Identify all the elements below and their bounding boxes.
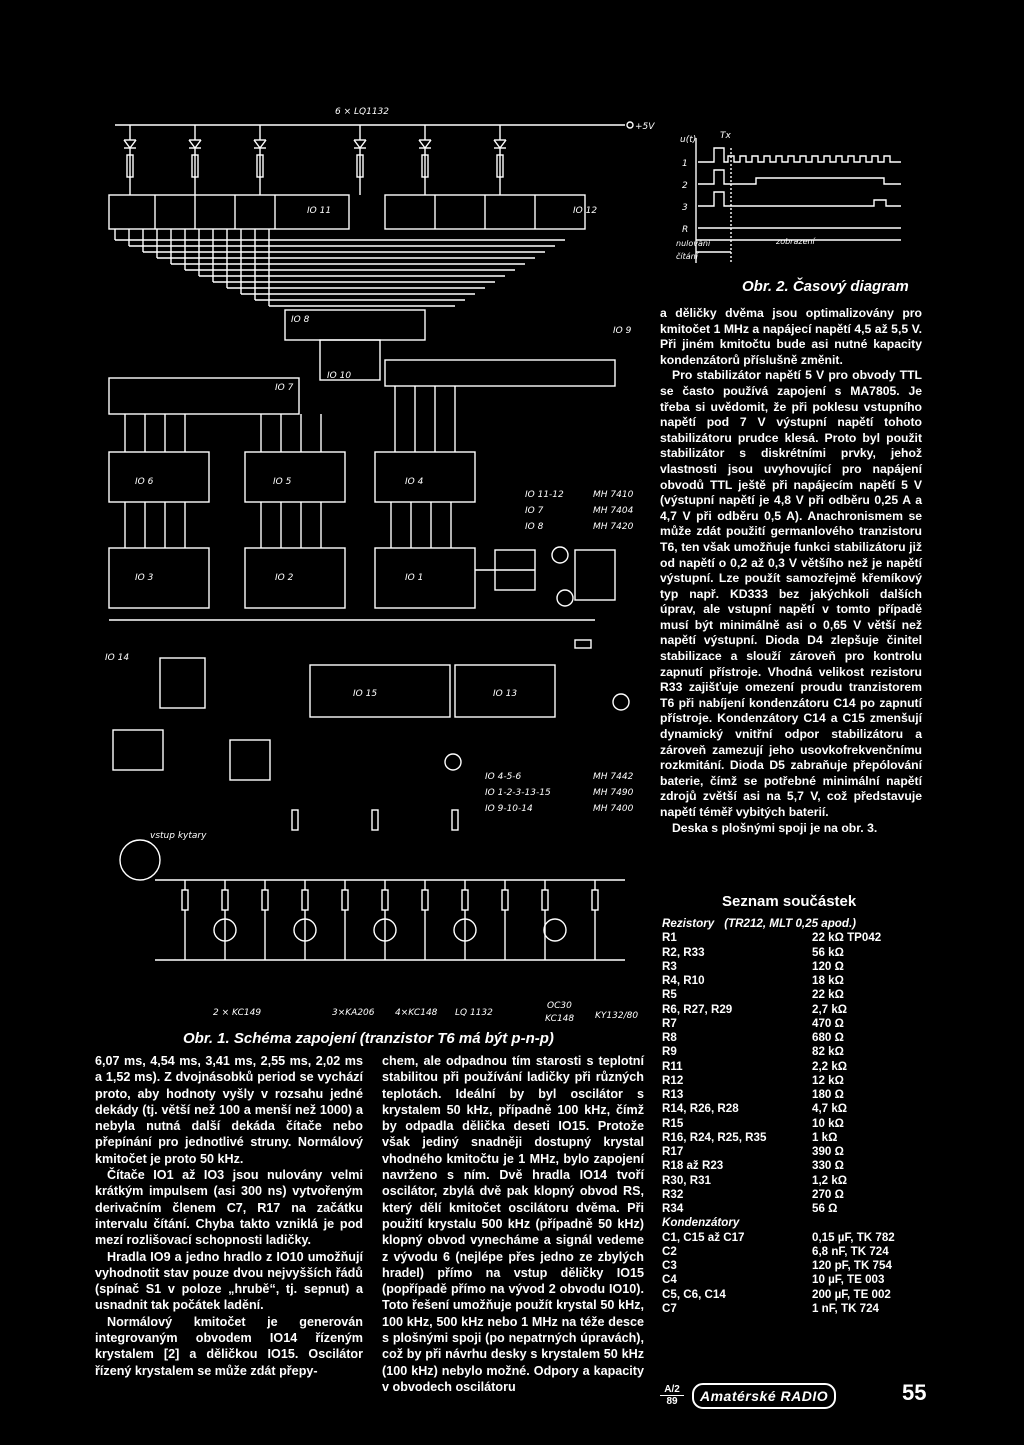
chip-label-io4: IO 4 [405,477,424,487]
chip-label-io10: IO 10 [327,371,352,381]
part-value: 200 µF, TE 002 [812,1287,891,1301]
chip-label-io14: IO 14 [105,653,130,663]
part-value: 10 µF, TE 003 [812,1273,885,1287]
part-value: 12 kΩ [812,1073,844,1087]
parts-row [662,1045,924,1059]
part-designator: R9 [662,1045,677,1059]
wire [189,140,195,148]
svg-text:IO 8: IO 8 [525,522,544,532]
paragraph: Čítače IO1 až IO3 jsou nulovány velmi krátkým impulsem (asi 300 ns) vytvořeným derivačním členem C7, R17 na začátku intervalu čítání. Chyba takto vzniklá je pod mezí rozlišovací schopnosti ladičky. [95,1168,363,1248]
chip-label-io8: IO 8 [291,315,310,325]
svg-text:Tx: Tx [720,131,731,141]
parts-row [662,1202,924,1216]
svg-text:MH 7400: MH 7400 [593,804,634,814]
part-designator: C5, C6, C14 [662,1287,726,1301]
parts-row [662,1159,924,1173]
component [182,890,188,910]
parts-row [662,1003,924,1017]
paragraph: a děličky dvěma jsou optimalizovány pro kmitočet 1 MHz a napájecí napětí 4,5 až 5,5 V. Při jiném kmitočtu bude asi nutné kapacity kondenzátorů příslušně změnit. [660,306,922,367]
parts-row [662,1131,924,1145]
part-designator: Kondenzátory [662,1216,740,1230]
part-value: 0,15 µF, TK 782 [812,1230,895,1244]
parts-row [662,1288,924,1302]
paragraph: Normálový kmitočet je generován integrovaným obvodem IO14 řízeným krystalem [2] a děličkou IO15. Oscilátor řízený krystalem se může zdát přepy- [95,1314,363,1378]
svg-text:LQ 1132: LQ 1132 [455,1008,493,1018]
parts-row [662,1074,924,1088]
svg-text:3×KA206: 3×KA206 [332,1008,375,1018]
chip-label-io13: IO 13 [493,689,518,699]
svg-text:1: 1 [682,159,688,169]
part-designator: R3 [662,959,677,973]
svg-text:zobrazení: zobrazení [776,237,815,246]
svg-text:IO 9-10-14: IO 9-10-14 [485,804,533,814]
text-column-1 [95,1053,363,1379]
parts-row [662,1117,924,1131]
parts-row [662,1245,924,1259]
svg-text:IO 4-5-6: IO 4-5-6 [485,772,522,782]
svg-text:KY132/80: KY132/80 [595,1011,639,1021]
part-designator: R4, R10 [662,974,705,987]
component [372,810,378,830]
part-value: 1,2 kΩ [812,1173,848,1187]
component [262,890,268,910]
part-value: 180 Ω [812,1088,844,1101]
part-designator: C2 [662,1244,677,1258]
part-value: 2,7 kΩ [812,1002,848,1016]
part-value: 22 kΩ [812,988,844,1002]
chip-type-legend [485,490,634,814]
part-designator: R15 [662,1116,684,1130]
chip-label-io1: IO 1 [405,573,424,583]
svg-text:IO 11-12: IO 11-12 [525,490,564,500]
wire [494,140,500,148]
part-value: 120 pF, TK 754 [812,1259,892,1272]
parts-row [662,1174,924,1188]
parts-row [662,1145,924,1159]
parts-section-header [662,1216,924,1230]
part-value: 2,2 kΩ [812,1059,848,1073]
parts-row [662,974,924,988]
magazine-logo: Amatérské RADIO [692,1383,836,1409]
part-designator: R6, R27, R29 [662,1002,733,1016]
part-value: 1 nF, TK 724 [812,1301,880,1315]
paragraph: 6,07 ms, 4,54 ms, 3,41 ms, 2,55 ms, 2,02 ms a 1,52 ms). Z dvojnásobků period se vychází proto, aby hodnoty vyšly v rozsahu jedné dekády (tj. větší než 100 a menší než 1000) a nebyla nutná další dekáda čítače nebo přepínání pro jednotlivé struny. Normálový kmitočet je proto 50 kHz. [95,1054,363,1166]
part-value: 330 Ω [812,1159,844,1173]
parts-row [662,1273,924,1287]
part-designator: R16, R24, R25, R35 [662,1130,767,1144]
part-designator: R34 [662,1202,684,1215]
svg-text:R: R [682,225,689,235]
supply-label: +5V [635,122,655,132]
parts-row [662,1302,924,1316]
part-value: 18 kΩ [812,974,844,987]
paragraph: Deska s plošnými spoji je na obr. 3. [672,820,878,835]
svg-text:KC148: KC148 [545,1014,575,1024]
paragraph: Pro stabilizátor napětí 5 V pro obvody TTL se často používá zapojení s MA7805. Je třeba si uvědomit, že při poklesu vstupního napětí pod 7 V výstupní napětí tohoto stabilizátoru prudce klesá. Proto byl použit stabilizátor s diskrétními prvky, jehož vlastnosti jsou uvyhovující pro napájení obvodů TTL ještě při napájecím napětí 5 V (výstupní napětí je 4,8 V při odběru 0,25 A a 4,7 V při odběru 0,5 A). Anachronismem se může zdát použití germanlového tranzistoru T6, ten však umožňuje funkci stabilizátoru již od napětí o 0,2 až 0,3 V většího než je napětí výstupní. Lze použít samozřejmě křemíkový typ např. KD333 bez jakýchkoli dalších úprav, ale vstupní napětí v tomto případě musí být minimálně asi o 0,65 V větší než napětí výstupní. Dioda D4 zlepšuje činitel stabilizace a slouží zároveň pro kontrolu zapnutí přístroje. Vhodná velikost rezistoru R33 zajišťuje omezení proudu tranzistorem T6 při nabíjení kondenzátoru C14 po zapnutí přístroje. Kondenzátory C14 a C15 zmenšují dynamický vnitřní odpor stabilizátoru a zároveň zamezují jeho usovkofrekvenčnímu rozkmitání. Dioda D5 zabraňuje přepólování baterie, čímž se potřebné minimální napětí zdrojů zvětší asi na 5,7 V, což představuje napětí téměř vybitých baterií. [660,368,922,819]
component [382,890,388,910]
svg-text:nulování: nulování [676,239,711,248]
component [452,810,458,830]
part-designator: R8 [662,1031,677,1044]
svg-text:2: 2 [682,181,688,191]
parts-row [662,1031,924,1045]
part-designator: C7 [662,1301,677,1315]
component [222,890,228,910]
circuit-schematic [95,100,655,1025]
svg-text:MH 7420: MH 7420 [593,522,634,532]
part-designator: R12 [662,1073,684,1087]
component [542,890,548,910]
text-column-2 [382,1053,644,1395]
component [575,550,615,600]
svg-text:MH 7404: MH 7404 [593,506,634,516]
chip-label-io5: IO 5 [273,477,292,487]
part-designator: R2, R33 [662,945,705,959]
part-designator: C3 [662,1259,677,1272]
part-value: 4,7 kΩ [812,1102,848,1116]
svg-text:čítání: čítání [676,252,698,261]
wire [360,140,366,148]
chip-label-io15: IO 15 [353,689,378,699]
wire [130,140,136,148]
part-value: 470 Ω [812,1016,844,1030]
chip-label-io3: IO 3 [135,573,154,583]
parts-row [662,960,924,974]
paragraph: Hradla IO9 a jedno hradlo z IO10 umožňují vyhodnotit stav pouze dvou nejvyšších řádů (spínač S1 v poloze „hrubě“, tj. sepnut) a usnadnit tak počátek ladění. [95,1249,363,1313]
part-value: 82 kΩ [812,1045,844,1059]
part-designator: R7 [662,1016,677,1030]
svg-text:MH 7490: MH 7490 [593,788,634,798]
chip-label-io11: IO 11 [307,206,332,216]
input-label: vstup kytary [150,831,207,841]
part-designator: C4 [662,1273,677,1287]
parts-row [662,946,924,960]
page-number: 55 [902,1380,927,1405]
parts-row [662,1259,924,1273]
svg-text:2 × KC149: 2 × KC149 [213,1008,262,1018]
parts-list [662,917,924,1316]
chip-label-io9: IO 9 [613,326,632,336]
parts-section-header [662,917,924,931]
part-designator: R11 [662,1059,683,1073]
part-designator: C1, C15 až C17 [662,1230,745,1244]
parts-row [662,931,924,945]
part-value: 56 Ω [812,1202,838,1215]
svg-text:MH 7410: MH 7410 [593,490,634,500]
component [575,640,591,648]
parts-row [662,1231,924,1245]
part-designator: R30, R31 [662,1173,711,1187]
wire [260,140,266,148]
parts-row [662,1102,924,1116]
part-value: 22 kΩ TP042 [812,931,882,945]
part-designator: R1 [662,931,677,945]
svg-text:u(t): u(t) [680,135,697,145]
component [292,810,298,830]
part-designator: R32 [662,1187,684,1201]
parts-row [662,988,924,1002]
part-value: 6,8 nF, TK 724 [812,1244,889,1258]
part-value: 1 kΩ [812,1130,838,1144]
figure-1-caption: Obr. 1. Schéma zapojení (tranzistor T6 má být p-n-p) [183,1030,554,1047]
wire [124,140,130,148]
parts-row [662,1088,924,1102]
svg-text:4×KC148: 4×KC148 [395,1008,438,1018]
chip-label-io7: IO 7 [275,383,294,393]
chip-label-io2: IO 2 [275,573,294,583]
parts-row [662,1017,924,1031]
figure-2-caption: Obr. 2. Časový diagram [742,278,909,295]
parts-row [662,1060,924,1074]
part-value: 680 Ω [812,1031,844,1044]
part-designator: R5 [662,988,677,1002]
part-value: (TR212, MLT 0,25 apod.) [724,917,857,930]
component [302,890,308,910]
wire [254,140,260,148]
component [422,890,428,910]
parts-row [662,1188,924,1202]
chip-label-io6: IO 6 [135,477,154,487]
part-value: 56 kΩ [812,945,844,959]
wire [425,140,431,148]
part-value: 10 kΩ [812,1116,844,1130]
wire [195,140,201,148]
component [592,890,598,910]
part-designator: R18 až R23 [662,1159,724,1173]
part-designator: Rezistory [662,917,715,930]
part-value: 270 Ω [812,1187,844,1201]
component [342,890,348,910]
part-designator: R17 [662,1145,684,1158]
wire [419,140,425,148]
timing-diagram [676,128,906,268]
part-designator: R14, R26, R28 [662,1102,739,1116]
issue-number: A/2 89 [660,1384,684,1407]
text-column-3 [660,306,922,836]
svg-text:IO 1-2-3-13-15: IO 1-2-3-13-15 [485,788,551,798]
part-value: 120 Ω [812,959,844,973]
chip-label-io12: IO 12 [573,206,598,216]
wire [354,140,360,148]
component [502,890,508,910]
svg-text:OC30: OC30 [547,1001,572,1011]
parts-list-title: Seznam součástek [722,893,857,910]
wire [500,140,506,148]
component [462,890,468,910]
part-value: 390 Ω [812,1145,844,1158]
svg-text:3: 3 [682,203,688,213]
svg-text:MH 7442: MH 7442 [593,772,634,782]
svg-text:IO 7: IO 7 [525,506,544,516]
part-designator: R13 [662,1088,684,1101]
display-label: 6 × LQ1132 [335,107,389,117]
paragraph: chem, ale odpadnou tím starosti s teplotní stabilitou při používání ladičky při různých teplotách. Ideální by byl oscilátor s krystalem 50 kHz, případně 100 kHz, čímž by odpadla dělička deseti IO15. Protože však jediný snadněji dostupný krystal vhodného kmitočtu je 1 MHz, bylo zapojení navrženo s ním. Dvě hradla IO14 tvoří oscilátor, zbylá dvě pak klopný obvod RS, který dělí kmitočet oscilátoru dvěma. Při použití krystalu 500 kHz (případně 50 kHz) klopný obvod vynecháme a signál vedeme z vývodu 6 (nejlépe přes jedno ze zbylých hradel) přímo na vstup děličky IO15 (popřípadě přímo na vývod 2 obvodu IO10). Toto řešení umožňuje použít krystal 50 kHz, 100 kHz, 500 kHz nebo 1 MHz na téže desce s plošnými spoji (po nepatrných úpravách), což by při návrhu desky s krystalem 50 kHz (100 kHz) nebylo možné. Odpory a kapacity v obvodech oscilátoru [382,1054,644,1394]
